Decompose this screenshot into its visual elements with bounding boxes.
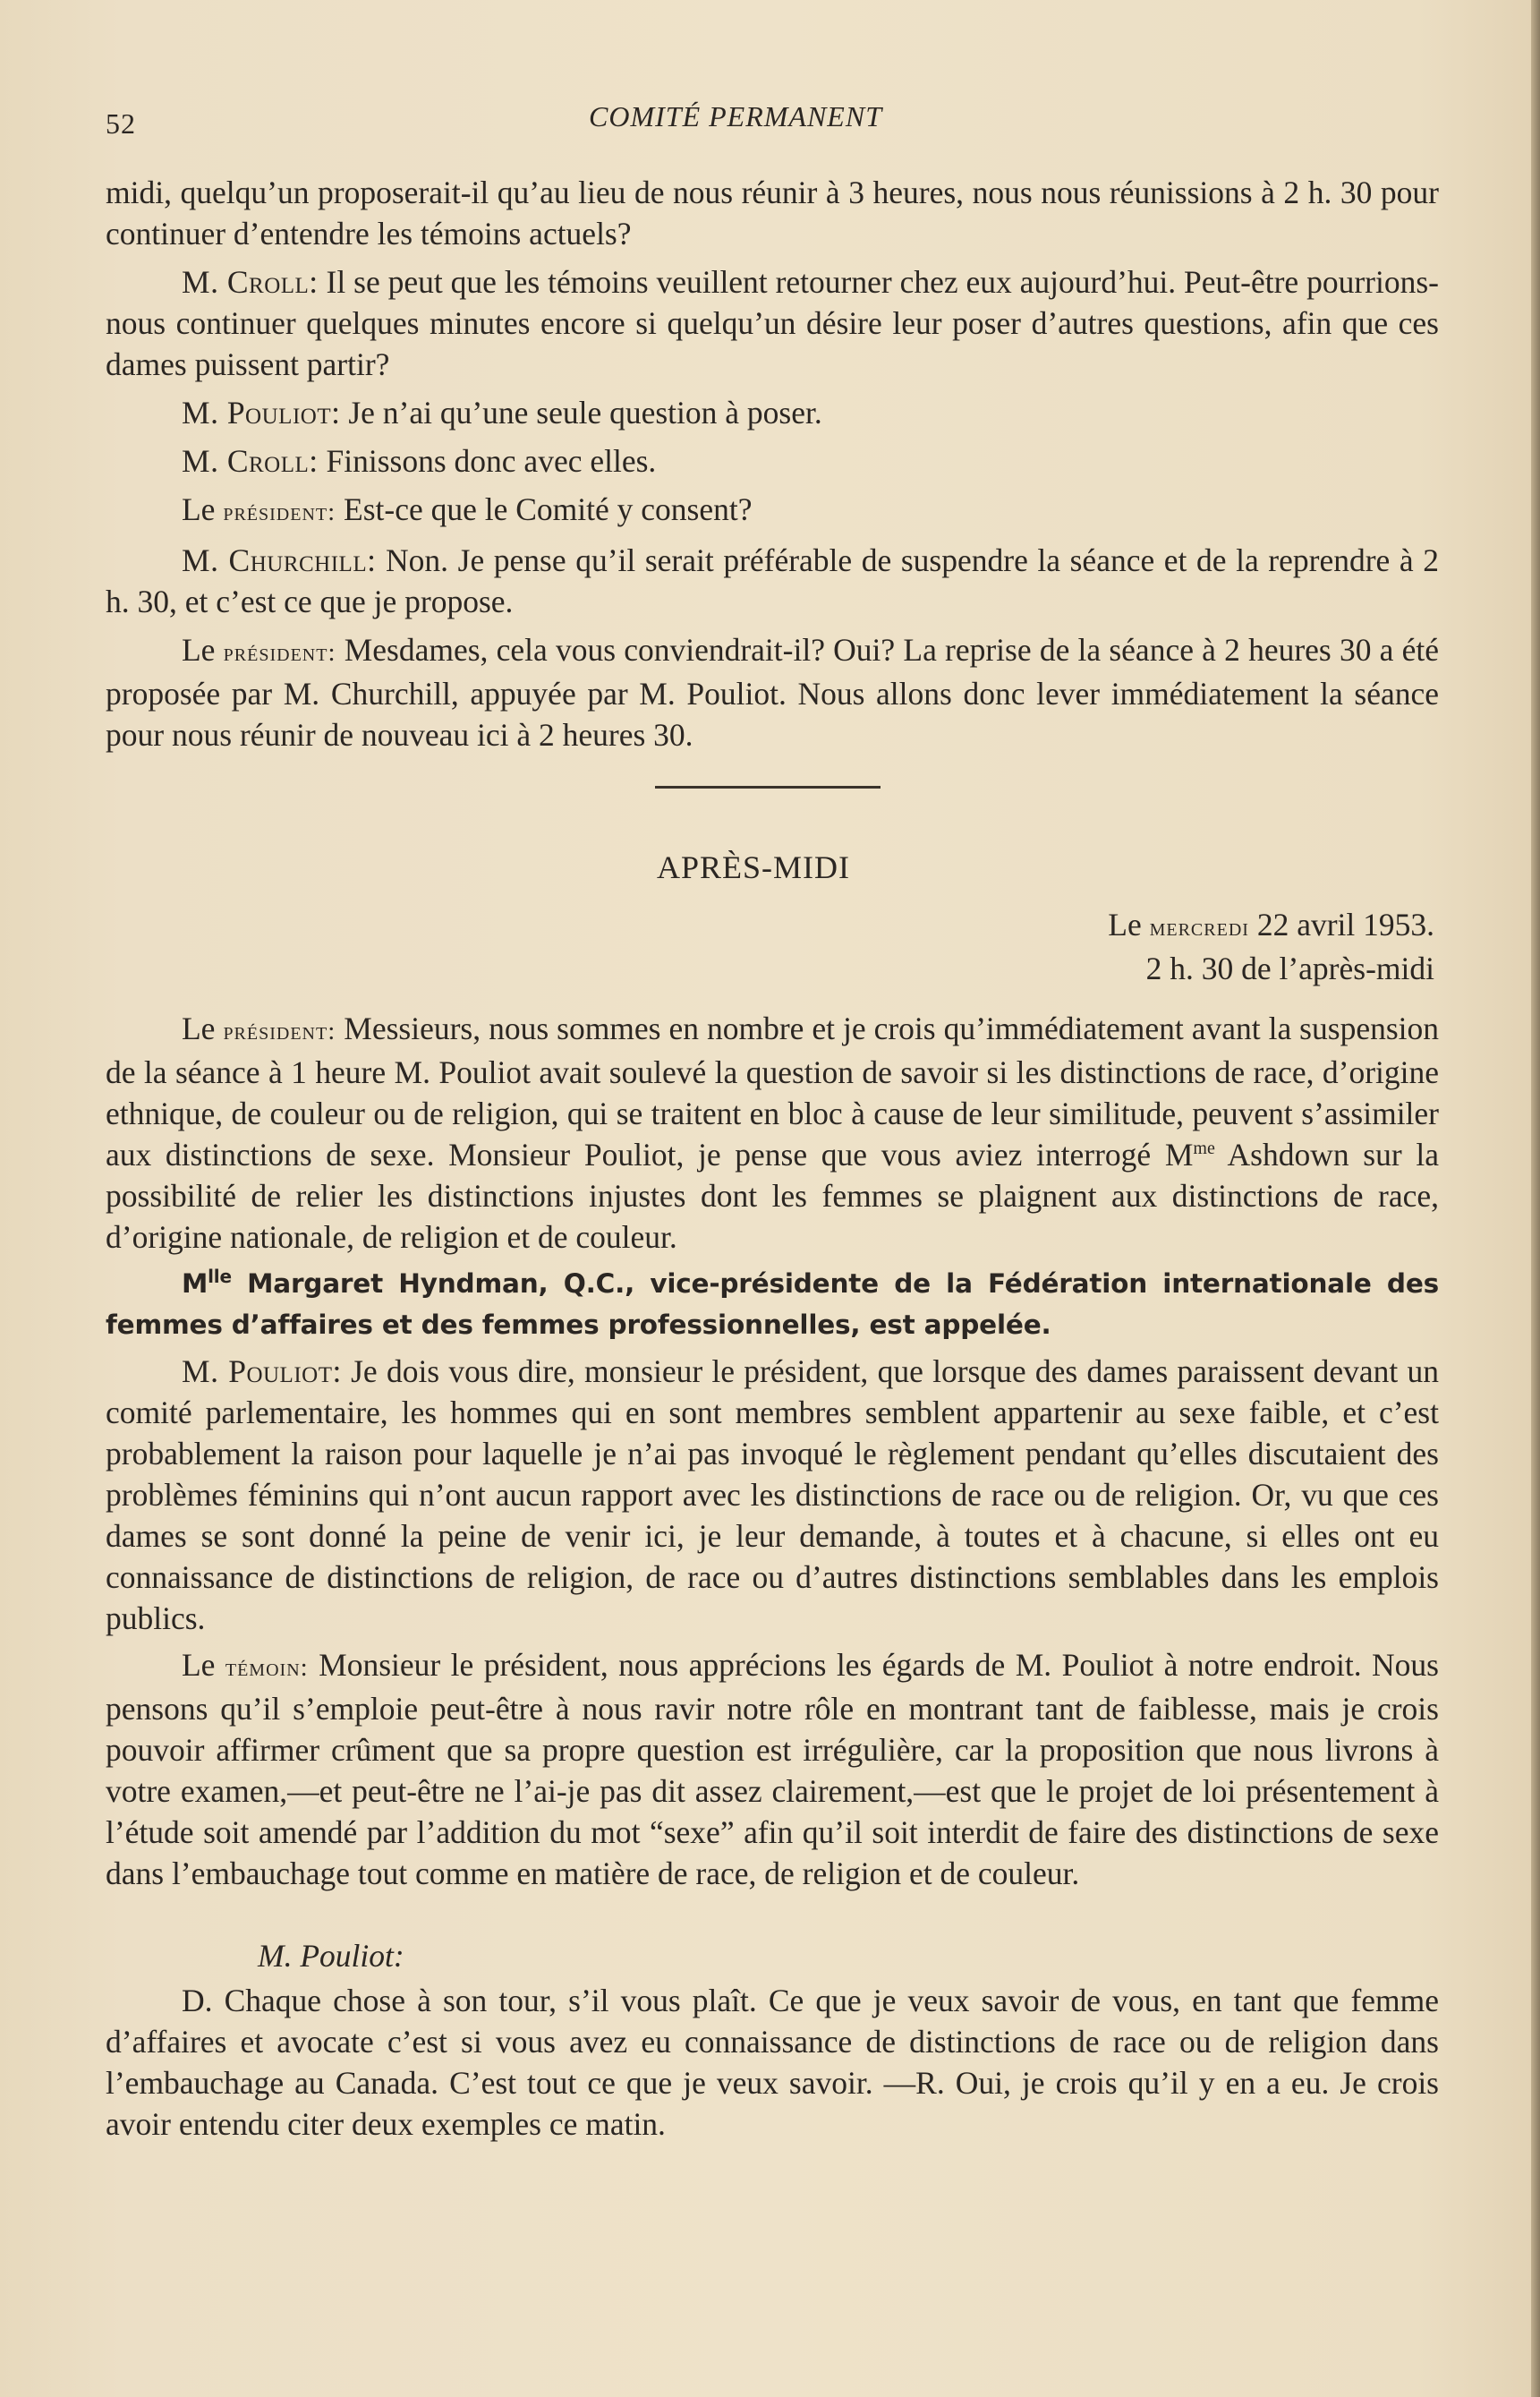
section-title: APRÈS-MIDI [657, 849, 851, 885]
paragraph-pouliot-2: M. Pouliot: Je dois vous dire, monsieur le président, que lorsque des dames paraissent devant un comité parlementaire, les hommes qui en sont membres semblent appartenir au sexe faible, et c’est probablement la raison pour laquelle je n’ai pas invoqué le règlement pendant qu’elles discutaient des problèmes féminins qui n’ont aucun rapport avec les distinctions de race ou de religion. Or, vu que ces dames se sont donné la peine de venir ici, je leur demande, à toutes et à chacune, si elles ont eu connaissance de distinctions de religion, de race ou d’autres distinctions semblables dans les emplois publics. [106, 1353, 1439, 1636]
dateline [1108, 904, 1434, 989]
paragraph-croll-1: M. Croll: Il se peut que les témoins veuillent retourner chez eux aujourd’hui. Peut-être pourrions-nous continuer quelques minutes encore si quelqu’un désire leur poser d’autres questions, afin que ces dames puissent partir? [106, 264, 1439, 382]
dateline-date: Le mercredi 22 avril 1953. [1108, 907, 1434, 943]
paragraph-churchill: M. Churchill: Non. Je pense qu’il serait préférable de suspendre la séance et de la reprendre à 2 h. 30, et c’est ce que je propose. [106, 542, 1439, 619]
section-divider [655, 786, 881, 789]
paragraph-president-3: Le président: Messieurs, nous sommes en nombre et je crois qu’immédiatement avant la suspension de la séance à 1 heure M. Pouliot avait soulevé la question de savoir si les distinctions de race, d’origine ethnique, de couleur ou de religion, qui se traitent en bloc à cause de leur similitude, peuvent s’assimiler aux distinctions de sexe. Monsieur Pouliot, je pense que vous aviez interrogé $M^{me}$ Ashdown sur la possibilité de relier les distinctions injustes dont les femmes se plaignent aux distinctions de race, d’origine nationale, de religion et de couleur. [106, 1011, 1439, 1255]
dateline-time: 2 h. 30 de l’après-midi [1145, 951, 1434, 986]
paragraph-president-2: Le président: Mesdames, cela vous conviendrait-il? Oui? La reprise de la séance à 2 heures 30 a été proposée par M. Churchill, appuyée par M. Pouliot. Nous allons donc lever immédiatement la séance pour nous réunir de nouveau ici à 2 heures 30. [106, 632, 1439, 753]
page-number: 52 [106, 107, 136, 140]
morning-section [106, 172, 1439, 755]
paragraph-witness: Le témoin: Monsieur le président, nous apprécions les égards de M. Pouliot à notre endroit. Nous pensons qu’il s’emploie peut-être à nous ravir notre rôle en montrant tant de faiblesse, mais je crois pouvoir affirmer crûment que sa propre question est irrégulière, car la proposition que nous livrons à votre examen,—et peut-être ne l’ai-je pas dit assez clairement,—est que le projet de loi présentement à l’étude soit amendé par l’addition du mot “sexe” afin qu’il soit interdit de faire des distinctions de sexe dans l’embauchage tout comme en matière de race, de religion et de couleur. [106, 1647, 1439, 1891]
paragraph-croll-2: M. Croll: Finissons donc avec elles. [182, 443, 657, 479]
page-edge-shadow [1531, 0, 1540, 2397]
speaker-name: M. Croll: [182, 264, 319, 300]
speaker-name: président: [223, 498, 336, 526]
speaker-name: M. Churchill: [182, 542, 377, 578]
afternoon-section [106, 1008, 1439, 2145]
speaker-name: témoin: [225, 1653, 309, 1682]
speaker-name: M. Pouliot: [182, 395, 341, 431]
speaker-name: président: [223, 1017, 336, 1045]
paragraph-president-1: Le président: Est-ce que le Comité y consent? [182, 491, 753, 527]
speaker-name: M. Croll: [182, 443, 319, 479]
witness-called: $M^{lle}$ Margaret Hyndman, Q.C., vice-présidente de la Fédération internationale des femmes d’affaires et des femmes professionnelles, est appelée. [106, 1266, 1439, 1340]
page-header [106, 100, 1439, 145]
paragraph-pouliot-1: M. Pouliot: Je n’ai qu’une seule question à poser. [182, 395, 822, 431]
speaker-name: président: [223, 638, 336, 667]
speaker-name: M. Pouliot: [182, 1353, 342, 1389]
running-head: COMITÉ PERMANENT [589, 100, 882, 132]
paragraph-continuation: midi, quelqu’un proposerait-il qu’au lieu de nous réunir à 3 heures, nous nous réunissions à 2 h. 30 pour continuer d’entendre les témoins actuels? [106, 175, 1439, 252]
paragraph-question-answer: D. Chaque chose à son tour, s’il vous plaît. Ce que je veux savoir de vous, en tant que femme d’affaires et avocate c’est si vous avez eu connaissance de distinctions de race ou de religion dans l’embauchage au Canada. C’est tout ce que je veux savoir. —R. Oui, je crois qu’il y en a eu. Je crois avoir entendu citer deux exemples ce matin. [106, 1983, 1439, 2142]
interlocutor-heading: M. Pouliot: [258, 1938, 404, 1974]
